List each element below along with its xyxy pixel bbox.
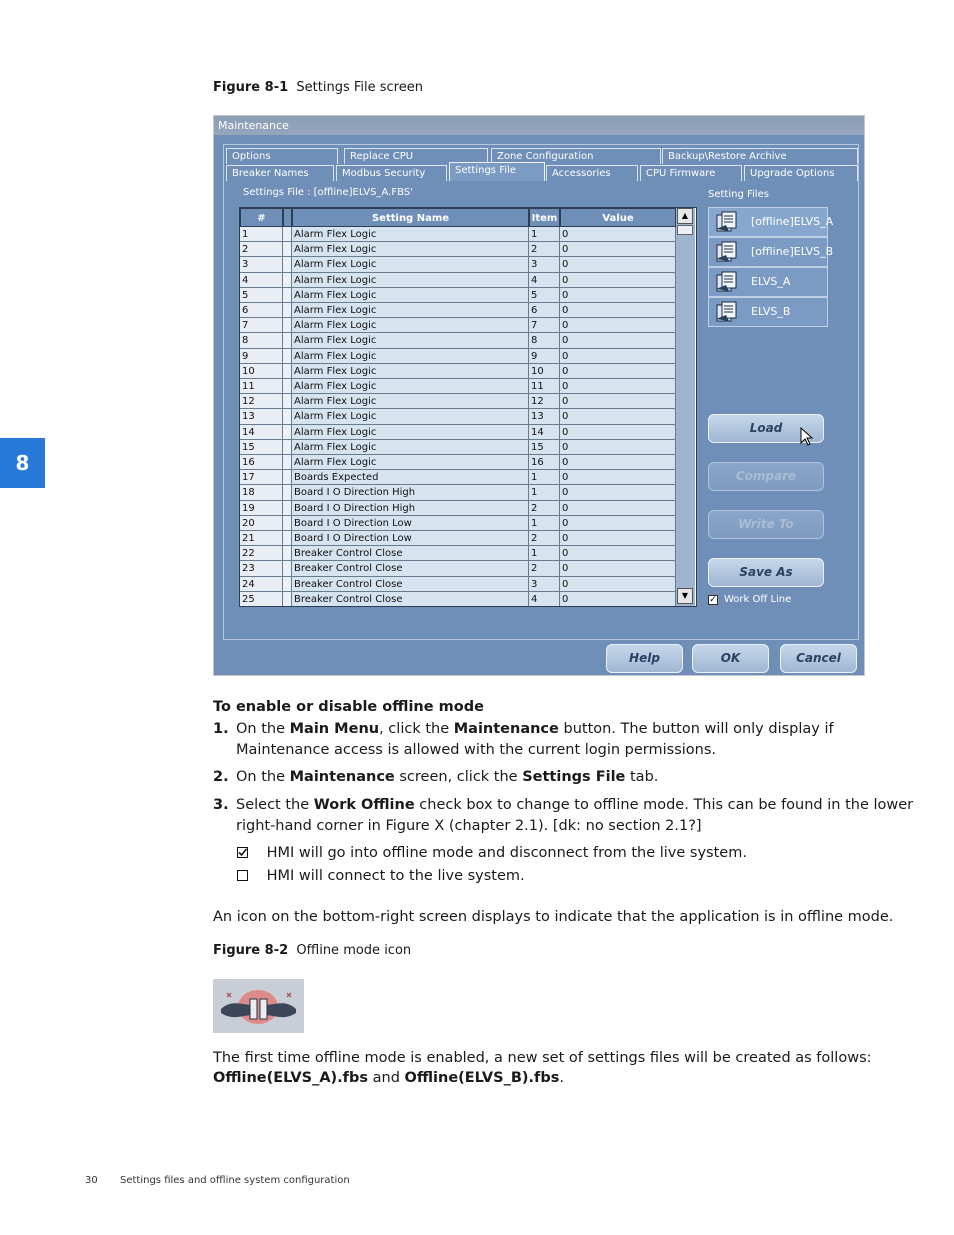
footer-text: Settings files and offline system configuration: [120, 1175, 350, 1186]
row-selector: [283, 425, 292, 440]
load-button[interactable]: Load: [708, 414, 824, 443]
write-to-button[interactable]: Write To: [708, 510, 824, 539]
step-text: On the Main Menu, click the Maintenance button. The button will only display if: [236, 721, 834, 737]
row-selector: [283, 333, 292, 348]
row-setting-name: Alarm Flex Logic: [292, 273, 529, 288]
row-setting-name: Boards Expected: [292, 470, 529, 485]
row-item: 1: [529, 227, 560, 242]
row-selector: [283, 303, 292, 318]
row-number: 7: [240, 318, 283, 333]
col-number[interactable]: #: [240, 208, 283, 227]
row-value: 0: [560, 379, 676, 394]
figure-caption-1: [213, 80, 423, 95]
row-selector: [283, 455, 292, 470]
row-setting-name: Breaker Control Close: [292, 577, 529, 592]
row-setting-name: Board I O Direction High: [292, 501, 529, 516]
row-item: 2: [529, 501, 560, 516]
tab-breaker-names[interactable]: Breaker Names: [226, 165, 334, 181]
row-setting-name: Alarm Flex Logic: [292, 349, 529, 364]
window-title: Maintenance: [214, 116, 864, 135]
row-selector: [283, 273, 292, 288]
setting-files-label: Setting Files: [708, 189, 769, 200]
row-item: 13: [529, 409, 560, 424]
file-name: [offline]ELVS_A: [751, 215, 834, 228]
row-number: 2: [240, 242, 283, 257]
row-item: 7: [529, 318, 560, 333]
col-gap: [283, 208, 292, 227]
row-item: 2: [529, 242, 560, 257]
row-selector: [283, 577, 292, 592]
row-setting-name: Alarm Flex Logic: [292, 333, 529, 348]
row-selector: [283, 288, 292, 303]
row-value: 0: [560, 561, 676, 576]
row-setting-name: Breaker Control Close: [292, 592, 529, 607]
help-button[interactable]: Help: [606, 644, 683, 673]
document-icon: [715, 271, 741, 293]
section-title: To enable or disable offline mode: [213, 699, 484, 715]
row-number: 11: [240, 379, 283, 394]
table-row[interactable]: [240, 227, 676, 242]
row-selector: [283, 592, 292, 607]
table-row[interactable]: [240, 288, 676, 303]
row-item: 3: [529, 257, 560, 272]
table-row[interactable]: [240, 333, 676, 348]
table-row[interactable]: [240, 303, 676, 318]
row-item: 1: [529, 546, 560, 561]
row-number: 15: [240, 440, 283, 455]
row-setting-name: Alarm Flex Logic: [292, 227, 529, 242]
row-selector: [283, 409, 292, 424]
table-row[interactable]: [240, 546, 676, 561]
row-value: 0: [560, 546, 676, 561]
file-item[interactable]: [708, 237, 834, 267]
row-value: 0: [560, 516, 676, 531]
table-row[interactable]: [240, 394, 676, 409]
row-setting-name: Alarm Flex Logic: [292, 409, 529, 424]
tab-modbus-security[interactable]: Modbus Security: [336, 165, 447, 181]
row-item: 2: [529, 561, 560, 576]
row-item: 4: [529, 273, 560, 288]
compare-button[interactable]: Compare: [708, 462, 824, 491]
figure-title: Settings File screen: [296, 80, 423, 95]
row-setting-name: Board I O Direction High: [292, 485, 529, 500]
row-item: 5: [529, 288, 560, 303]
row-value: 0: [560, 592, 676, 607]
row-value: 0: [560, 425, 676, 440]
row-setting-name: Alarm Flex Logic: [292, 394, 529, 409]
table-row[interactable]: [240, 531, 676, 546]
row-number: 1: [240, 227, 283, 242]
tab-replace-cpu[interactable]: Replace CPU: [344, 148, 488, 164]
row-value: 0: [560, 485, 676, 500]
row-selector: [283, 318, 292, 333]
tab-panel: [223, 144, 859, 640]
row-number: 25: [240, 592, 283, 607]
row-selector: [283, 242, 292, 257]
row-value: 0: [560, 440, 676, 455]
grid-scrollbar[interactable]: [676, 208, 695, 606]
table-row[interactable]: [240, 318, 676, 333]
settings-grid[interactable]: [239, 207, 697, 607]
offline-mode-icon: [213, 979, 304, 1033]
step-text: Select the Work Offline check box to change to offline mode. This can be found in the lower: [236, 797, 914, 813]
row-number: 14: [240, 425, 283, 440]
row-number: 6: [240, 303, 283, 318]
step-text: On the Maintenance screen, click the Settings File tab.: [236, 769, 659, 785]
step-text-line2: right-hand corner in Figure X (chapter 2.1). [dk: no section 2.1?]: [236, 817, 702, 834]
row-setting-name: Board I O Direction Low: [292, 531, 529, 546]
table-row[interactable]: [240, 364, 676, 379]
table-row[interactable]: [240, 379, 676, 394]
row-value: 0: [560, 303, 676, 318]
file-item[interactable]: [708, 297, 828, 327]
col-item[interactable]: Item: [529, 208, 560, 227]
row-item: 1: [529, 470, 560, 485]
tab-settings-file[interactable]: Settings File: [449, 162, 545, 181]
table-row[interactable]: [240, 455, 676, 470]
table-row[interactable]: [240, 349, 676, 364]
file-item[interactable]: [708, 267, 828, 297]
scroll-up-icon[interactable]: ▲: [677, 208, 693, 224]
row-number: 5: [240, 288, 283, 303]
row-number: 9: [240, 349, 283, 364]
row-item: 1: [529, 485, 560, 500]
row-item: 11: [529, 379, 560, 394]
scroll-down-icon[interactable]: ▼: [677, 588, 693, 604]
row-number: 18: [240, 485, 283, 500]
row-number: 24: [240, 577, 283, 592]
row-value: 0: [560, 333, 676, 348]
row-number: 17: [240, 470, 283, 485]
file-name: ELVS_B: [751, 305, 791, 318]
figure-caption-2: Figure 8-2 Offline mode icon: [213, 943, 412, 958]
row-selector: [283, 394, 292, 409]
row-selector: [283, 470, 292, 485]
document-icon: [715, 211, 741, 233]
row-setting-name: Alarm Flex Logic: [292, 318, 529, 333]
empty-box-icon: [237, 870, 248, 881]
row-value: 0: [560, 349, 676, 364]
row-setting-name: Breaker Control Close: [292, 561, 529, 576]
row-item: 6: [529, 303, 560, 318]
cancel-button[interactable]: Cancel: [780, 644, 857, 673]
row-value: 0: [560, 455, 676, 470]
work-offline-label: Work Off Line: [724, 594, 792, 605]
row-selector: [283, 485, 292, 500]
figure-label: Figure 8-1: [213, 80, 289, 95]
table-row[interactable]: [240, 440, 676, 455]
file-name: ELVS_A: [751, 275, 791, 288]
row-value: 0: [560, 409, 676, 424]
row-item: 9: [529, 349, 560, 364]
row-setting-name: Alarm Flex Logic: [292, 440, 529, 455]
row-setting-name: Alarm Flex Logic: [292, 379, 529, 394]
file-item[interactable]: [708, 207, 834, 237]
row-item: 1: [529, 516, 560, 531]
document-icon: [715, 241, 741, 263]
row-value: 0: [560, 227, 676, 242]
row-selector: [283, 227, 292, 242]
row-setting-name: Alarm Flex Logic: [292, 303, 529, 318]
table-row[interactable]: [240, 485, 676, 500]
bullet-checked: HMI will go into offline mode and disconnect from the live system.: [237, 845, 747, 861]
row-selector: [283, 531, 292, 546]
row-selector: [283, 349, 292, 364]
row-selector: [283, 379, 292, 394]
table-row[interactable]: [240, 425, 676, 440]
row-setting-name: Alarm Flex Logic: [292, 242, 529, 257]
col-value[interactable]: Value: [560, 208, 676, 227]
row-number: 22: [240, 546, 283, 561]
row-selector: [283, 561, 292, 576]
row-value: 0: [560, 577, 676, 592]
bullet-unchecked: HMI will connect to the live system.: [237, 868, 525, 884]
row-item: 12: [529, 394, 560, 409]
row-value: 0: [560, 242, 676, 257]
tab-zone-configuration[interactable]: Zone Configuration: [491, 148, 661, 164]
paragraph-offline-icon: An icon on the bottom-right screen displays to indicate that the application is in offline mode.: [213, 909, 894, 925]
chapter-tab: 8: [0, 438, 45, 488]
step-text-line2: Maintenance access is allowed with the current login permissions.: [236, 741, 717, 758]
row-value: 0: [560, 318, 676, 333]
checked-box-icon: [237, 847, 248, 858]
row-value: 0: [560, 531, 676, 546]
row-selector: [283, 516, 292, 531]
row-number: 21: [240, 531, 283, 546]
tab-backup-restore[interactable]: Backup\Restore Archive: [662, 148, 858, 164]
row-setting-name: Breaker Control Close: [292, 546, 529, 561]
table-row[interactable]: [240, 561, 676, 576]
table-row[interactable]: [240, 501, 676, 516]
row-item: 2: [529, 531, 560, 546]
table-row[interactable]: [240, 516, 676, 531]
work-offline-checkbox[interactable]: ✓: [709, 595, 717, 605]
tab-accessories[interactable]: Accessories: [546, 165, 638, 181]
row-number: 10: [240, 364, 283, 379]
row-number: 20: [240, 516, 283, 531]
document-icon: [715, 301, 741, 323]
row-value: 0: [560, 501, 676, 516]
row-number: 23: [240, 561, 283, 576]
table-row[interactable]: [240, 577, 676, 592]
row-selector: [283, 364, 292, 379]
step-1: 1. On the Main Menu, click the Maintenance button. The button will only display if Maintenance access is allowed with the current login permissions.: [213, 719, 883, 740]
settings-file-label: Settings File : [offline]ELVS_A.FBS': [243, 187, 413, 198]
ok-button[interactable]: OK: [692, 644, 769, 673]
table-row[interactable]: [240, 273, 676, 288]
row-item: 3: [529, 577, 560, 592]
tab-upgrade-options[interactable]: Upgrade Options: [744, 165, 858, 181]
row-item: 8: [529, 333, 560, 348]
mouse-cursor-icon: [800, 427, 814, 447]
table-row[interactable]: [240, 257, 676, 272]
row-number: 8: [240, 333, 283, 348]
row-selector: [283, 440, 292, 455]
table-row[interactable]: [240, 242, 676, 257]
table-row[interactable]: [240, 409, 676, 424]
row-selector: [283, 546, 292, 561]
row-setting-name: Alarm Flex Logic: [292, 455, 529, 470]
row-number: 16: [240, 455, 283, 470]
row-item: 16: [529, 455, 560, 470]
row-setting-name: Alarm Flex Logic: [292, 364, 529, 379]
table-row[interactable]: [240, 592, 676, 607]
row-item: 4: [529, 592, 560, 607]
row-selector: [283, 257, 292, 272]
grid-header: [240, 208, 676, 227]
row-value: 0: [560, 288, 676, 303]
paragraph-first-time: The first time offline mode is enabled, a new set of settings files will be created as follows: Offline(ELVS_A).fbs and Offline(ELVS_B).fbs.: [213, 1050, 872, 1086]
row-number: 12: [240, 394, 283, 409]
row-item: 10: [529, 364, 560, 379]
step-3: 3. Select the Work Offline check box to change to offline mode. This can be found in the lower right-hand corner in Figure X (chapter 2.1). [dk: no section 2.1?]: [213, 795, 883, 816]
row-number: 4: [240, 273, 283, 288]
row-item: 14: [529, 425, 560, 440]
col-setting-name[interactable]: Setting Name: [292, 208, 529, 227]
row-setting-name: Board I O Direction Low: [292, 516, 529, 531]
row-number: 13: [240, 409, 283, 424]
maintenance-window: [213, 115, 865, 676]
row-number: 3: [240, 257, 283, 272]
file-name: [offline]ELVS_B: [751, 245, 834, 258]
row-setting-name: Alarm Flex Logic: [292, 288, 529, 303]
step-2: 2. On the Maintenance screen, click the Settings File tab.: [213, 767, 883, 788]
row-item: 15: [529, 440, 560, 455]
row-setting-name: Alarm Flex Logic: [292, 257, 529, 272]
table-row[interactable]: [240, 470, 676, 485]
tab-options[interactable]: Options: [226, 148, 338, 164]
row-number: 19: [240, 501, 283, 516]
row-value: 0: [560, 364, 676, 379]
row-value: 0: [560, 394, 676, 409]
row-value: 0: [560, 470, 676, 485]
row-setting-name: Alarm Flex Logic: [292, 425, 529, 440]
tab-cpu-firmware[interactable]: CPU Firmware: [640, 165, 742, 181]
row-value: 0: [560, 273, 676, 288]
scroll-thumb[interactable]: [677, 225, 693, 235]
row-selector: [283, 501, 292, 516]
row-value: 0: [560, 257, 676, 272]
page-number: 30: [85, 1175, 98, 1186]
save-as-button[interactable]: Save As: [708, 558, 824, 587]
